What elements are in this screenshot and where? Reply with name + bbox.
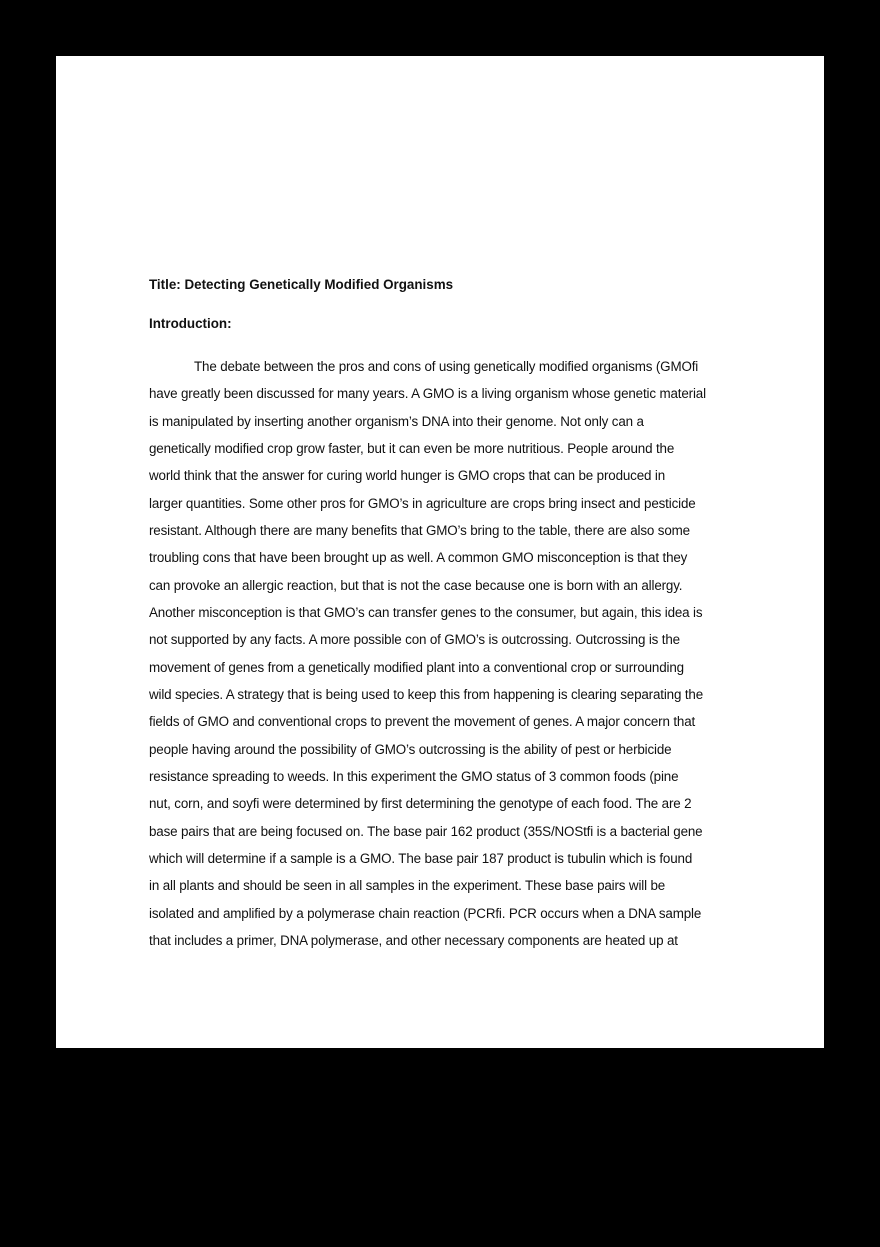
paragraph-line: fields of GMO and conventional crops to prevent the movement of genes. A major concern that <box>149 714 696 730</box>
paragraph-line: nut, corn, and soyfi were determined by first determining the genotype of each food. The are 2 <box>149 796 692 812</box>
paragraph-line: wild species. A strategy that is being used to keep this from happening is clearing separating the <box>149 686 703 702</box>
paragraph-line: have greatly been discussed for many years. A GMO is a living organism whose genetic material <box>149 386 706 402</box>
document-title: Title: Detecting Genetically Modified Organisms <box>149 277 454 292</box>
document-page <box>56 56 824 1048</box>
paragraph-line: world think that the answer for curing world hunger is GMO crops that can be produced in <box>149 468 665 484</box>
paragraph-line: is manipulated by inserting another organism’s DNA into their genome. Not only can a <box>149 413 644 429</box>
paragraph-line: troubling cons that have been brought up as well. A common GMO misconception is that they <box>149 550 688 566</box>
paragraph-line: in all plants and should be seen in all samples in the experiment. These base pairs will be <box>149 878 666 894</box>
paragraph-line: resistance spreading to weeds. In this experiment the GMO status of 3 common foods (pine <box>149 768 679 784</box>
paragraph-line: people having around the possibility of GMO’s outcrossing is the ability of pest or herbicide <box>149 741 672 757</box>
introduction-paragraph <box>149 357 739 958</box>
paragraph-line: The debate between the pros and cons of using genetically modified organisms (GMOfi <box>194 359 699 374</box>
paragraph-line: isolated and amplified by a polymerase chain reaction (PCRfi. PCR occurs when a DNA sample <box>149 905 702 921</box>
paragraph-line: not supported by any facts. A more possible con of GMO’s is outcrossing. Outcrossing is the <box>149 632 680 648</box>
paragraph-line: genetically modified crop grow faster, but it can even be more nutritious. People around the <box>149 440 675 456</box>
paragraph-line: movement of genes from a genetically modified plant into a conventional crop or surrounding <box>149 659 684 675</box>
paragraph-line: can provoke an allergic reaction, but that is not the case because one is born with an allergy. <box>149 577 683 593</box>
paragraph-line: Another misconception is that GMO’s can transfer genes to the consumer, but again, this idea is <box>149 604 703 620</box>
paragraph-line: that includes a primer, DNA polymerase, and other necessary components are heated up at <box>149 932 678 948</box>
paragraph-line: base pairs that are being focused on. The base pair 162 product (35S/NOStfi is a bacterial gene <box>149 823 703 839</box>
paragraph-line: which will determine if a sample is a GMO. The base pair 187 product is tubulin which is found <box>149 850 693 866</box>
paragraph-line: larger quantities. Some other pros for GMO’s in agriculture are crops bring insect and pesticide <box>149 495 696 511</box>
paragraph-line: resistant. Although there are many benefits that GMO’s bring to the table, there are also some <box>149 522 690 538</box>
section-heading-introduction: Introduction: <box>149 316 232 331</box>
